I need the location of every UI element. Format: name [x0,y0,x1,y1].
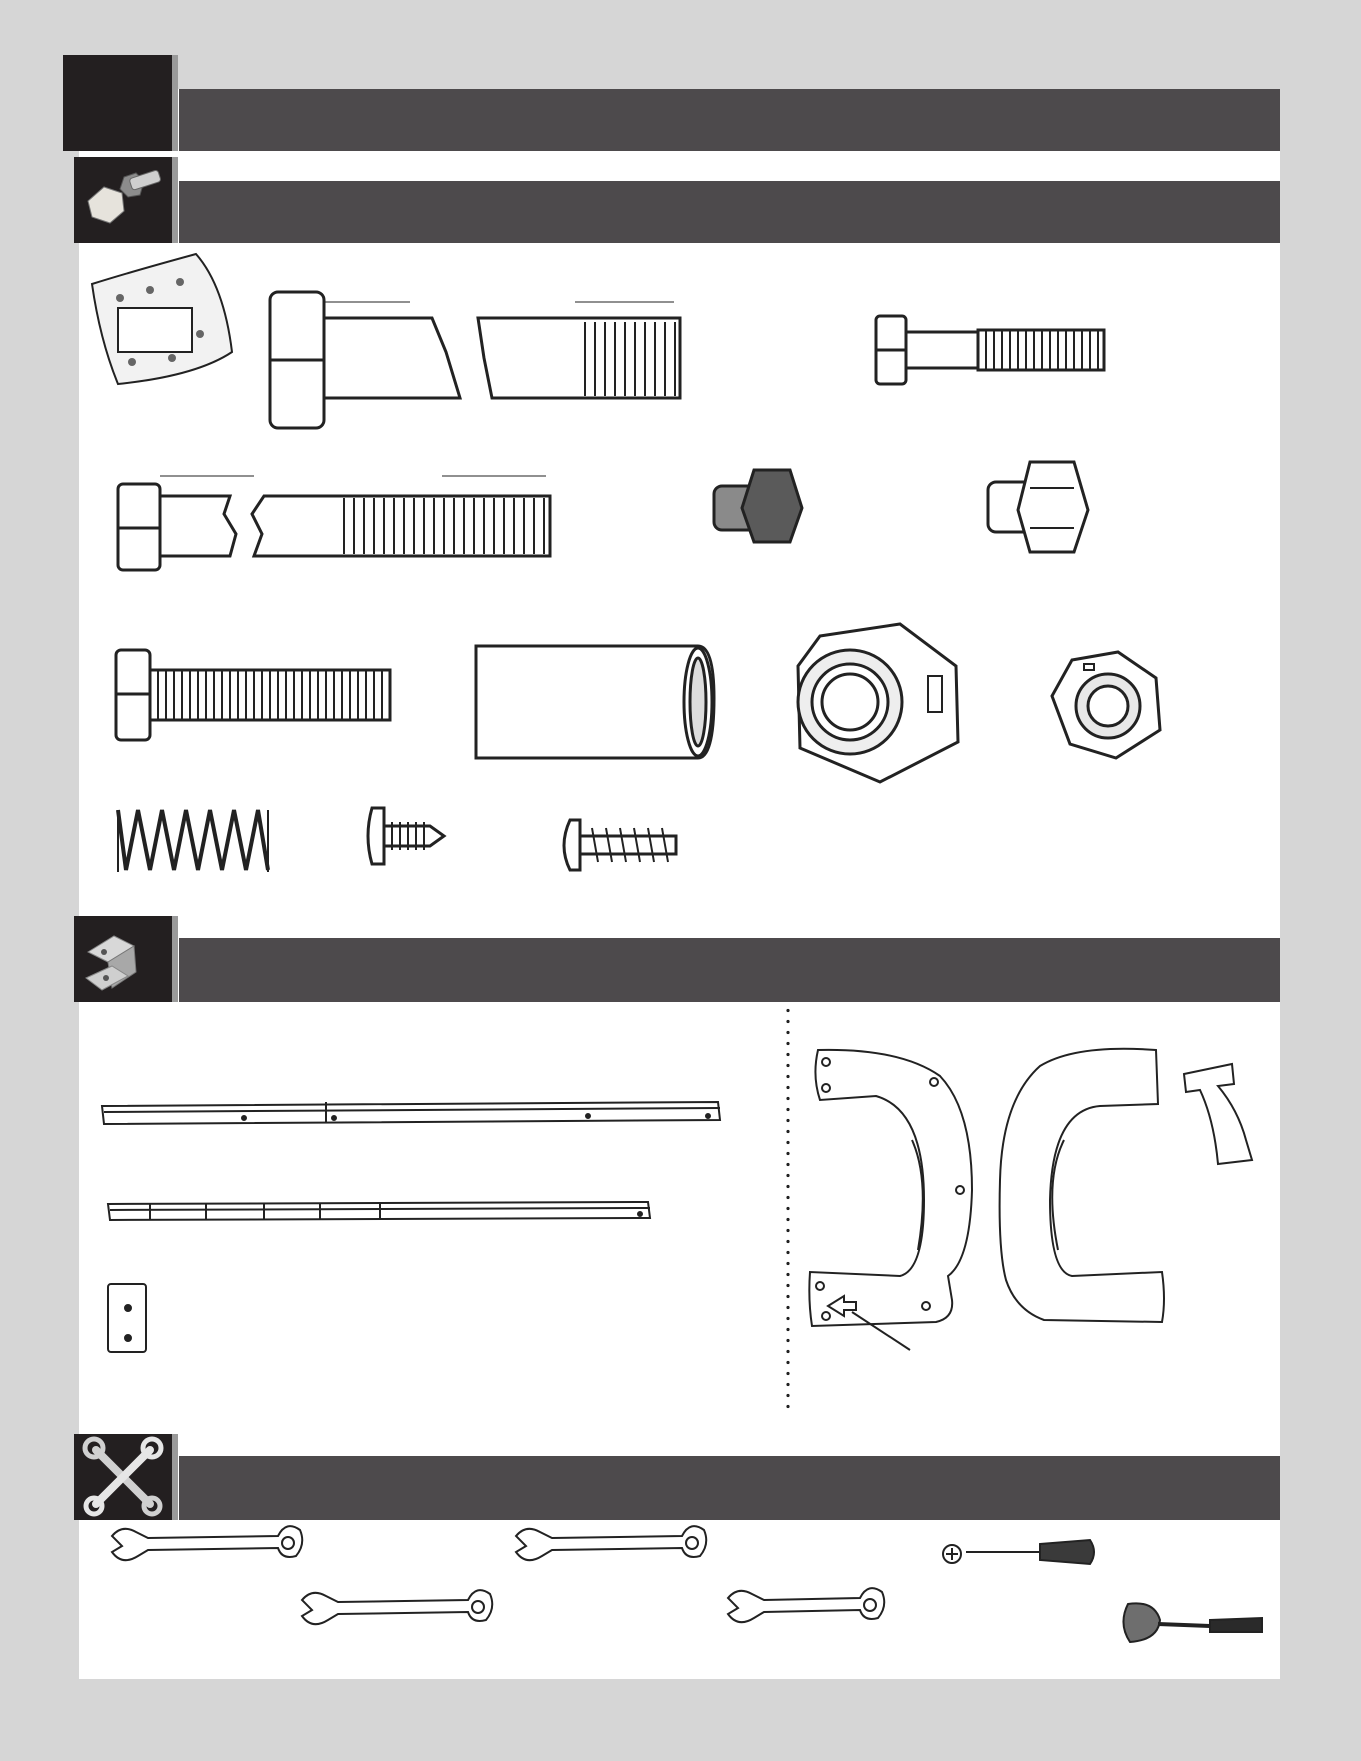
wrench-1-icon [112,1526,302,1560]
wrench-3-icon [302,1590,492,1624]
wrench-4-icon [728,1588,884,1622]
wrench-2-icon [516,1526,706,1560]
phillips-screwdriver-icon [943,1540,1094,1564]
rubber-mallet-icon [1123,1603,1262,1642]
